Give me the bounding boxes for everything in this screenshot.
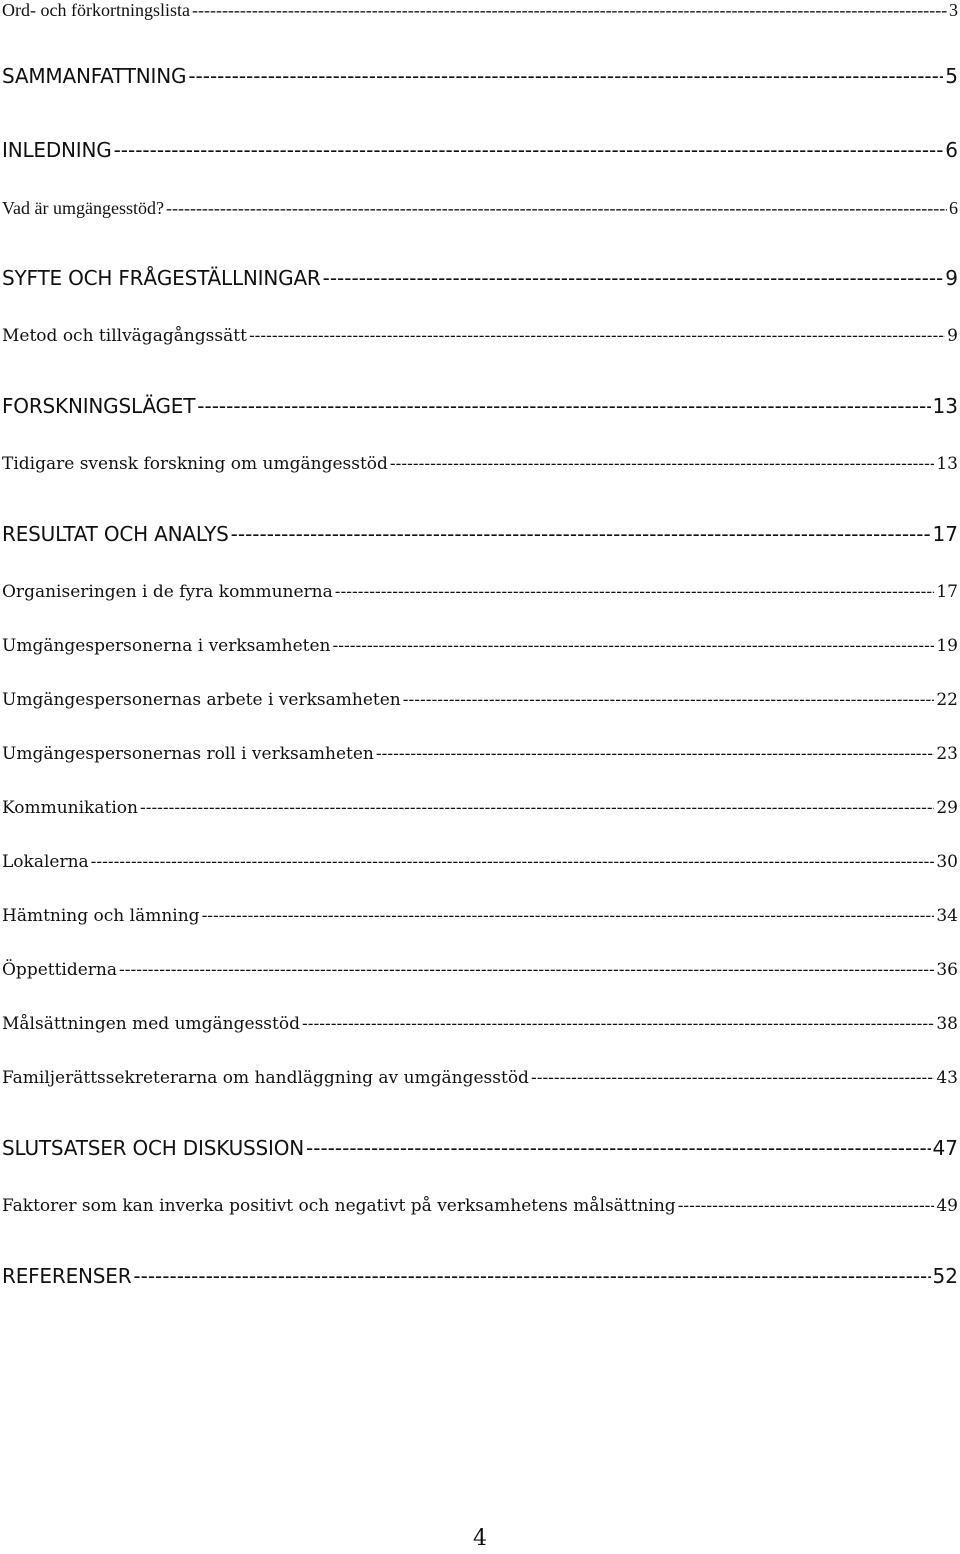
toc-entry-label: Lokalerna [2, 852, 89, 872]
toc-entry-forskningslaget [2, 394, 958, 418]
toc-entry-lokalerna [2, 852, 958, 872]
toc-entry-syfte-och-fragestallningar [2, 266, 958, 290]
dot-leader [166, 198, 947, 219]
toc-entry-page: 38 [936, 1014, 958, 1034]
toc-entry-label: Metod och tillvägagångssätt [2, 326, 247, 346]
dot-leader [197, 394, 930, 418]
toc-entry-page: 17 [936, 582, 958, 602]
dot-leader [202, 906, 935, 926]
dot-leader [119, 960, 934, 980]
toc-entry-page: 3 [949, 0, 958, 20]
toc-entry-sammanfattning [2, 64, 958, 88]
toc-entry-umgangespersonernas-arbete [2, 690, 958, 710]
dot-leader [133, 1264, 930, 1288]
toc-entry-page: 22 [936, 690, 958, 710]
toc-entry-label: Öppettiderna [2, 960, 118, 980]
toc-entry-page: 47 [932, 1136, 958, 1160]
dot-leader [114, 138, 944, 162]
dot-leader [333, 636, 935, 656]
toc-entry-label: Hämtning och lämning [2, 906, 200, 926]
dot-leader [390, 454, 934, 474]
toc-entry-umgangespersonerna-i-verksamheten [2, 636, 958, 656]
toc-entry-label: Vad är umgängesstöd? [2, 198, 164, 218]
toc-entry-page: 43 [936, 1068, 958, 1088]
toc-entry-page: 29 [936, 798, 958, 818]
toc-entry-tidigare-svensk-forskning [2, 454, 958, 474]
toc-entry-malsattningen [2, 1014, 958, 1034]
toc-entry-page: 9 [947, 326, 958, 346]
toc-entry-organiseringen [2, 582, 958, 602]
dot-leader [140, 798, 934, 818]
dot-leader [531, 1068, 934, 1088]
toc-entry-metod-och-tillvagagangssatt [2, 326, 958, 346]
toc-entry-page: 49 [936, 1196, 958, 1216]
toc-entry-page: 19 [936, 636, 958, 656]
toc-entry-label: Umgängespersonerna i verksamheten [2, 636, 331, 656]
page-number: 4 [473, 1526, 487, 1551]
toc-entry-oppettiderna [2, 960, 958, 980]
toc-entry-slutsatser-och-diskussion [2, 1136, 958, 1160]
toc-entry-ord-och-forkortningslista [2, 0, 958, 21]
toc-entry-label: SLUTSATSER OCH DISKUSSION [2, 1136, 305, 1160]
toc-entry-label: Tidigare svensk forskning om umgängesstöd [2, 454, 388, 474]
dot-leader [335, 582, 935, 602]
toc-entry-label: INLEDNING [2, 138, 112, 162]
toc-entry-hamtning-och-lamning [2, 906, 958, 926]
toc-entry-label: RESULTAT OCH ANALYS [2, 522, 229, 546]
toc-entry-page: 13 [932, 394, 958, 418]
toc-entry-label: Kommunikation [2, 798, 138, 818]
toc-entry-label: Familjerättssekreterarna om handläggning av umgängesstöd [2, 1068, 529, 1088]
toc-entry-resultat-och-analys [2, 522, 958, 546]
toc-entry-inledning [2, 138, 958, 162]
toc-entry-label: SAMMANFATTNING [2, 64, 187, 88]
toc-entry-page: 6 [945, 138, 958, 162]
dot-leader [376, 744, 935, 764]
toc-entry-page: 9 [945, 266, 958, 290]
toc-entry-label: Ord- och förkortningslista [2, 0, 190, 20]
dot-leader [323, 266, 944, 290]
toc-entry-page: 34 [936, 906, 958, 926]
toc-entry-faktorer [2, 1196, 958, 1216]
dot-leader [91, 852, 935, 872]
toc-entry-page: 5 [945, 64, 958, 88]
dot-leader [306, 1136, 931, 1160]
toc-entry-referenser [2, 1264, 958, 1288]
toc-entry-page: 23 [936, 744, 958, 764]
toc-entry-label: Faktorer som kan inverka positivt och negativt på verksamhetens målsättning [2, 1196, 676, 1216]
toc-entry-page: 52 [932, 1264, 958, 1288]
dot-leader [249, 326, 945, 346]
toc-entry-label: Organiseringen i de fyra kommunerna [2, 582, 333, 602]
toc-entry-label: Umgängespersonernas roll i verksamheten [2, 744, 374, 764]
dot-leader [188, 64, 943, 88]
toc-entry-vad-ar-umgangesstod [2, 198, 958, 219]
toc-entry-label: Umgängespersonernas arbete i verksamheten [2, 690, 401, 710]
toc-entry-page: 17 [932, 522, 958, 546]
dot-leader [231, 522, 931, 546]
toc-entry-page: 6 [949, 198, 958, 218]
toc-entry-label: Målsättningen med umgängesstöd [2, 1014, 300, 1034]
toc-entry-page: 36 [936, 960, 958, 980]
toc-entry-familjerattssekreterarna [2, 1068, 958, 1088]
toc-entry-umgangespersonernas-roll [2, 744, 958, 764]
toc-entry-page: 30 [936, 852, 958, 872]
dot-leader [403, 690, 935, 710]
dot-leader [192, 0, 947, 21]
toc-entry-label: FORSKNINGSLÄGET [2, 394, 196, 418]
toc-entry-label: SYFTE OCH FRÅGESTÄLLNINGAR [2, 266, 321, 290]
toc-entry-page: 13 [936, 454, 958, 474]
toc-entry-kommunikation [2, 798, 958, 818]
dot-leader [678, 1196, 935, 1216]
dot-leader [302, 1014, 934, 1034]
toc-entry-label: REFERENSER [2, 1264, 132, 1288]
